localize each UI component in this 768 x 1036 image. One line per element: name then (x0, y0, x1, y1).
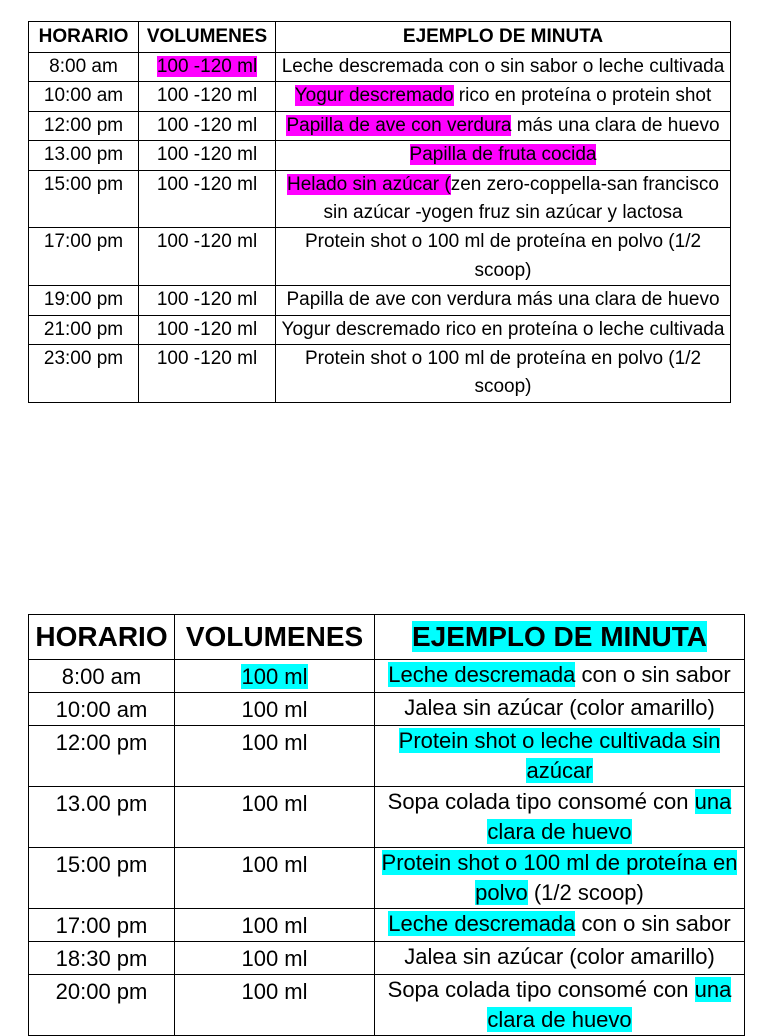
header-ejemplo-minuta: EJEMPLO DE MINUTA (276, 22, 731, 53)
menu-description-cell (276, 53, 731, 82)
time-cell: 13.00 pm (29, 141, 139, 170)
volume-text: 100 -120 ml (156, 85, 258, 107)
volume-cell (139, 111, 276, 140)
volume-cell (139, 345, 276, 403)
description-text: Sopa colada tipo consomé con (387, 789, 695, 814)
volume-cell (139, 286, 276, 315)
time-cell: 23:00 pm (29, 345, 139, 403)
description-text: con o sin sabor (575, 662, 731, 687)
menu-description-cell (375, 942, 745, 975)
table-row (29, 848, 745, 909)
highlighted-text: una clara de huevo (487, 789, 732, 844)
description-text: Protein shot o 100 ml de proteína en polvo (1/2 scoop) (304, 231, 702, 281)
volume-cell (139, 228, 276, 286)
volume-cell (175, 660, 375, 693)
volume-text: 100 ml (241, 730, 308, 755)
table-header-row (29, 615, 745, 660)
table-header-row (29, 22, 731, 53)
header-horario: HORARIO (29, 615, 175, 660)
volume-cell (139, 53, 276, 82)
volume-text: 100 -120 ml (156, 114, 258, 136)
time-cell: 20:00 pm (29, 975, 175, 1036)
menu-description-cell (276, 82, 731, 111)
header-ejemplo-minuta-text: EJEMPLO DE MINUTA (411, 621, 708, 652)
highlighted-text: Yogur descremado (294, 85, 454, 107)
highlighted-text: Papilla de ave con verdura (286, 114, 512, 136)
volume-text: 100 ml (241, 697, 308, 722)
volume-text: 100 ml (241, 979, 308, 1004)
menu-description-cell (276, 315, 731, 344)
table-row (29, 693, 745, 726)
volume-cell (139, 170, 276, 228)
table-row (29, 726, 745, 787)
menu-description-cell (375, 693, 745, 726)
description-text: Sopa colada tipo consomé con (387, 977, 695, 1002)
table-row (29, 53, 731, 82)
header-horario: HORARIO (29, 22, 139, 53)
table-row (29, 345, 731, 403)
table-row (29, 111, 731, 140)
volume-text: 100 -120 ml (156, 318, 258, 340)
table-row (29, 975, 745, 1036)
table-row (29, 942, 745, 975)
menu-description-cell (375, 787, 745, 848)
description-text: con o sin sabor (575, 911, 731, 936)
menu-description-cell (276, 345, 731, 403)
table-row (29, 660, 745, 693)
time-cell: 17:00 pm (29, 228, 139, 286)
time-cell: 8:00 am (29, 53, 139, 82)
time-cell: 15:00 pm (29, 170, 139, 228)
menu-description-cell (276, 170, 731, 228)
volume-text: 100 -120 ml (156, 144, 258, 166)
highlighted-text: Leche descremada (388, 662, 576, 687)
volume-cell (175, 975, 375, 1036)
table-row (29, 286, 731, 315)
table-row (29, 82, 731, 111)
volume-text: 100 -120 ml (156, 231, 258, 253)
time-cell: 17:00 pm (29, 909, 175, 942)
table-row (29, 315, 731, 344)
description-text: Leche descremada con o sin sabor o leche cultivada (281, 56, 725, 77)
highlighted-text: Papilla de fruta cocida (409, 144, 597, 166)
description-text: Yogur descremado rico en proteína o leche cultivada (281, 318, 725, 340)
menu-description-cell (375, 975, 745, 1036)
volume-text: 100 ml (241, 913, 308, 938)
menu-description-cell (276, 111, 731, 140)
menu-table-2 (28, 614, 745, 1036)
volume-text: 100 -120 ml (156, 348, 258, 370)
menu-description-cell (375, 909, 745, 942)
table-row (29, 170, 731, 228)
description-text: Papilla de ave con verdura más una clara de huevo (286, 289, 720, 311)
volume-text: 100 ml (241, 946, 308, 971)
volume-cell (175, 787, 375, 848)
volume-cell (175, 909, 375, 942)
description-text: más una clara de huevo (511, 114, 720, 136)
description-text: (1/2 scoop) (527, 880, 644, 905)
time-cell: 19:00 pm (29, 286, 139, 315)
table-row (29, 228, 731, 286)
time-cell: 8:00 am (29, 660, 175, 693)
highlighted-text: Protein shot o 100 ml de proteína en polvo (381, 850, 738, 905)
highlighted-text: Helado sin azúcar ( (287, 173, 451, 195)
volume-text: 100 -120 ml (156, 173, 258, 195)
header-volumenes: VOLUMENES (139, 22, 276, 53)
volume-text: 100 ml (241, 664, 308, 689)
menu-description-cell (276, 141, 731, 170)
header-volumenes: VOLUMENES (175, 615, 375, 660)
highlighted-text: Protein shot o leche cultivada sin azúcar (398, 728, 721, 783)
volume-cell (175, 848, 375, 909)
volume-cell (139, 315, 276, 344)
description-text: Protein shot o 100 ml de proteína en polvo (1/2 scoop) (304, 348, 702, 398)
table-row (29, 909, 745, 942)
time-cell: 18:30 pm (29, 942, 175, 975)
volume-text: 100 ml (241, 791, 308, 816)
volume-cell (139, 141, 276, 170)
highlighted-text: Leche descremada (388, 911, 576, 936)
description-text: rico en proteína o protein shot (453, 85, 712, 107)
description-text: Jalea sin azúcar (color amarillo) (404, 944, 715, 969)
menu-description-cell (375, 848, 745, 909)
header-ejemplo-minuta (375, 615, 745, 660)
table-body (29, 53, 731, 403)
volume-cell (175, 693, 375, 726)
table-row (29, 141, 731, 170)
menu-description-cell (375, 660, 745, 693)
description-text: zen zero-coppella-san francisco sin azúcar -yogen fruz sin azúcar y lactosa (323, 173, 719, 224)
time-cell: 10:00 am (29, 693, 175, 726)
menu-table-1 (28, 21, 731, 403)
time-cell: 13.00 pm (29, 787, 175, 848)
time-cell: 12:00 pm (29, 726, 175, 787)
menu-description-cell (276, 286, 731, 315)
volume-text: 100 -120 ml (156, 289, 258, 311)
time-cell: 21:00 pm (29, 315, 139, 344)
volume-cell (175, 942, 375, 975)
volume-text: 100 ml (241, 852, 308, 877)
volume-text: 100 -120 ml (156, 56, 258, 77)
menu-description-cell (375, 726, 745, 787)
highlighted-text: una clara de huevo (487, 977, 732, 1032)
menu-description-cell (276, 228, 731, 286)
table-body (29, 660, 745, 1036)
time-cell: 10:00 am (29, 82, 139, 111)
volume-cell (175, 726, 375, 787)
table-row (29, 787, 745, 848)
time-cell: 12:00 pm (29, 111, 139, 140)
volume-cell (139, 82, 276, 111)
time-cell: 15:00 pm (29, 848, 175, 909)
description-text: Jalea sin azúcar (color amarillo) (404, 695, 715, 720)
